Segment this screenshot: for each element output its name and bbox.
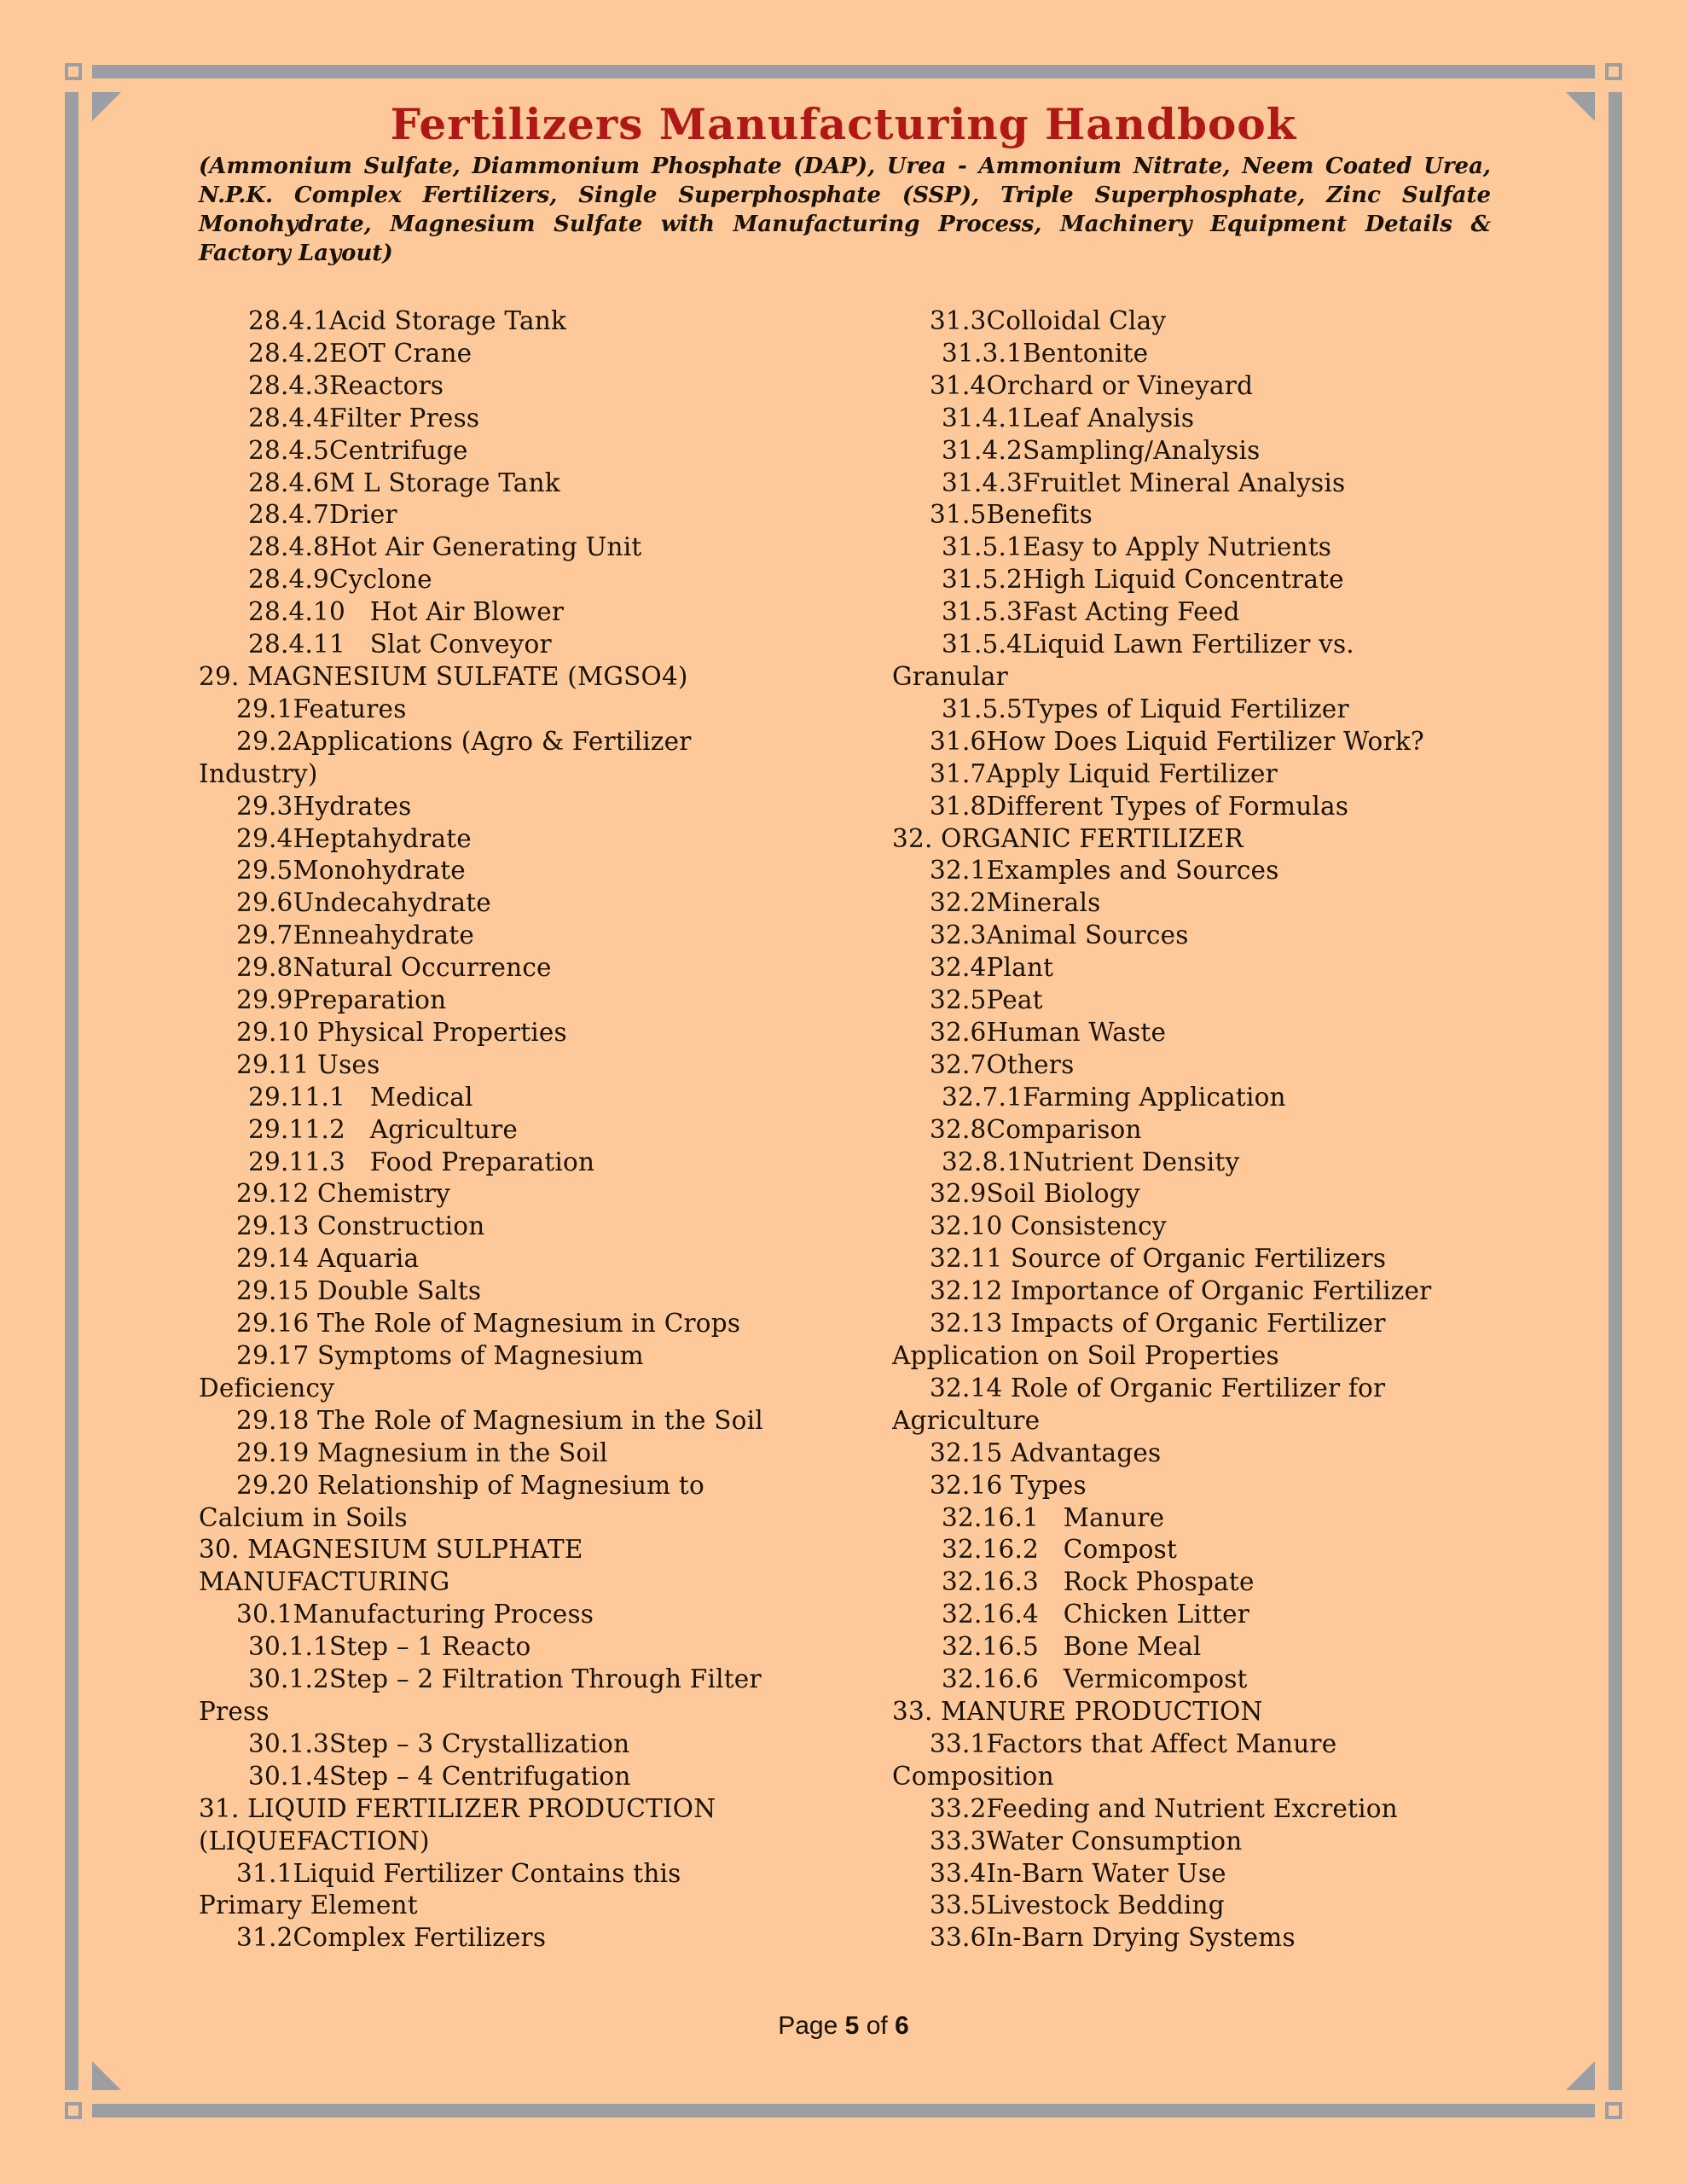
toc-entry: 29.11.3 Food Preparation — [248, 1147, 595, 1176]
toc-entry: 32.8Comparison — [930, 1114, 1142, 1144]
toc-entry: 28.4.2EOT Crane — [248, 338, 472, 368]
toc-entry: 32.11 Source of Organic Fertilizers — [930, 1244, 1387, 1274]
toc-entry: 31.5.4Liquid Lawn Fertilizer vs. — [942, 630, 1354, 659]
toc-entry: 29.7Enneahydrate — [236, 921, 475, 950]
toc-entry: 31.4.1Leaf Analysis — [942, 403, 1195, 433]
toc-entry: 32. ORGANIC FERTILIZER — [892, 823, 1244, 853]
frame-corner-top-right — [1605, 63, 1622, 80]
toc-entry: 32.16.1 Manure — [942, 1502, 1165, 1532]
frame-top-border — [92, 65, 1595, 78]
toc-entry: 28.4.8Hot Air Generating Unit — [248, 532, 642, 562]
page-title: Fertilizers Manufacturing Handbook — [390, 99, 1297, 149]
toc-entry: Granular — [892, 661, 1008, 691]
frame-right-border — [1609, 92, 1622, 2090]
toc-entry: 32.10 Consistency — [930, 1211, 1167, 1241]
toc-entry: 31.4Orchard or Vineyard — [930, 370, 1254, 400]
toc-entry: 30.1Manufacturing Process — [236, 1600, 594, 1629]
toc-entry: 33.1Factors that Affect Manure — [930, 1728, 1337, 1758]
toc-entry: 32.12 Importance of Organic Fertilizer — [930, 1276, 1432, 1306]
toc-entry: 32.16.6 Vermicompost — [942, 1664, 1248, 1694]
toc-entry: 29.11.1 Medical — [248, 1082, 473, 1112]
toc-entry: 32.13 Impacts of Organic Fertilizer — [930, 1309, 1386, 1339]
toc-entry: 28.4.9Cyclone — [248, 565, 432, 595]
toc-entry: 29.11 Uses — [236, 1049, 380, 1079]
toc-entry: 32.15 Advantages — [930, 1438, 1162, 1467]
toc-entry: 33.4In-Barn Water Use — [930, 1858, 1226, 1888]
toc-entry: 32.5Peat — [930, 985, 1043, 1015]
toc-entry: 31.5.5Types of Liquid Fertilizer — [942, 694, 1349, 723]
toc-entry: 33.6In-Barn Drying Systems — [930, 1923, 1296, 1953]
frame-ornament-bottom-left — [92, 2061, 121, 2090]
toc-entry: 31.5Benefits — [930, 500, 1093, 530]
toc-entry: 31.8Different Types of Formulas — [930, 791, 1349, 821]
toc-entry: 29.4Heptahydrate — [236, 823, 472, 853]
toc-entry: 29.5Monohydrate — [236, 856, 466, 886]
toc-entry: 33.5Livestock Bedding — [930, 1891, 1225, 1920]
toc-entry: 28.4.1Acid Storage Tank — [248, 306, 567, 335]
page-of-label: of — [866, 2012, 888, 2040]
toc-entry: 32.16.4 Chicken Litter — [942, 1600, 1250, 1629]
toc-entry: 29.15 Double Salts — [236, 1276, 482, 1306]
toc-entry: 32.14 Role of Organic Fertilizer for — [930, 1373, 1386, 1403]
toc-entry: 32.16.2 Compost — [942, 1535, 1178, 1565]
toc-entry: 28.4.10 Hot Air Blower — [248, 597, 565, 627]
toc-entry: 32.8.1Nutrient Density — [942, 1147, 1240, 1176]
toc-entry: Calcium in Soils — [199, 1502, 408, 1532]
total-pages-number: 6 — [895, 2012, 909, 2040]
toc-entry: 31.4.2Sampling/Analysis — [942, 435, 1261, 465]
toc-entry: 30. MAGNESIUM SULPHATE — [199, 1535, 583, 1565]
toc-entry: 32.16.3 Rock Phospate — [942, 1567, 1255, 1597]
toc-entry: 33.3Water Consumption — [930, 1826, 1243, 1856]
frame-corner-bottom-right — [1605, 2102, 1622, 2119]
toc-entry: 30.1.4Step – 4 Centrifugation — [248, 1761, 631, 1791]
toc-entry: 29.6Undecahydrate — [236, 888, 491, 918]
toc-entry: 32.9Soil Biology — [930, 1179, 1140, 1209]
toc-entry: 33.2Feeding and Nutrient Excretion — [930, 1793, 1398, 1823]
toc-entry: 32.7Others — [930, 1049, 1075, 1079]
toc-entry: 32.6Human Waste — [930, 1017, 1167, 1047]
toc-entry: 28.4.3Reactors — [248, 370, 444, 400]
toc-entry: 31.1Liquid Fertilizer Contains this — [236, 1858, 681, 1888]
toc-entry: 32.1Examples and Sources — [930, 856, 1279, 886]
toc-entry: Industry) — [199, 758, 318, 788]
toc-entry: 28.4.6M L Storage Tank — [248, 468, 560, 497]
toc-entry: 28.4.11 Slat Conveyor — [248, 630, 552, 659]
toc-entry: Press — [199, 1696, 270, 1726]
toc-entry: 29.20 Relationship of Magnesium to — [236, 1470, 704, 1500]
toc-entry: 29.17 Symptoms of Magnesium — [236, 1341, 644, 1370]
toc-entry: 32.4Plant — [930, 953, 1054, 983]
toc-entry: 29.16 The Role of Magnesium in Crops — [236, 1309, 741, 1339]
toc-entry: Primary Element — [199, 1891, 418, 1920]
toc-entry: 32.7.1Farming Application — [942, 1082, 1286, 1112]
toc-entry: 29.13 Construction — [236, 1211, 485, 1241]
toc-entry: (LIQUEFACTION) — [199, 1826, 430, 1856]
frame-left-border — [65, 92, 78, 2090]
toc-entry: Agriculture — [892, 1405, 1041, 1435]
toc-entry: 31.4.3Fruitlet Mineral Analysis — [942, 468, 1346, 497]
toc-right-column — [892, 305, 1506, 1955]
toc-entry: Deficiency — [199, 1373, 335, 1403]
toc-entry: 31.5.1Easy to Apply Nutrients — [942, 532, 1332, 562]
toc-entry: Composition — [892, 1761, 1054, 1791]
toc-entry: 31.7Apply Liquid Fertilizer — [930, 758, 1278, 788]
toc-entry: 29.19 Magnesium in the Soil — [236, 1438, 608, 1467]
toc-entry: 29.10 Physical Properties — [236, 1017, 567, 1047]
toc-entry: 29.9Preparation — [236, 985, 447, 1015]
toc-entry: 31.5.3Fast Acting Feed — [942, 597, 1240, 627]
toc-entry: 31.3.1Bentonite — [942, 338, 1149, 368]
toc-entry: Application on Soil Properties — [892, 1341, 1279, 1370]
toc-entry: 31.2Complex Fertilizers — [236, 1923, 547, 1953]
page-subtitle: (Ammonium Sulfate, Diammonium Phosphate (DAP), Urea - Ammonium Nitrate, Neem Coated Urea, N.P.K. Complex Fertilizers, Single Superphosphate (SSP), Triple Superphosphate, Zinc Sulfate Monohydrate, Magnesium Sulfate with Manufacturing Process, Machinery Equipment Details & Factory Layout) — [199, 154, 1491, 266]
frame-bottom-border — [92, 2104, 1595, 2117]
page-label: Page — [778, 2012, 838, 2040]
current-page-number: 5 — [844, 2012, 860, 2040]
toc-entry: 28.4.7Drier — [248, 500, 397, 530]
toc-entry: 30.1.2Step – 2 Filtration Through Filter — [248, 1664, 762, 1694]
page-footer — [0, 2012, 1687, 2041]
toc-entry: 32.3Animal Sources — [930, 921, 1189, 950]
toc-entry: 29.12 Chemistry — [236, 1179, 451, 1209]
toc-entry: 28.4.5Centrifuge — [248, 435, 468, 465]
toc-entry: 29.3Hydrates — [236, 791, 412, 821]
toc-entry: 28.4.4Filter Press — [248, 403, 480, 433]
toc-entry: 31.5.2High Liquid Concentrate — [942, 565, 1344, 595]
toc-entry: MANUFACTURING — [199, 1567, 450, 1597]
toc-left-column — [199, 305, 813, 1955]
toc-entry: 31. LIQUID FERTILIZER PRODUCTION — [199, 1793, 716, 1823]
toc-entry: 29.14 Aquaria — [236, 1244, 420, 1274]
toc-entry: 30.1.3Step – 3 Crystallization — [248, 1728, 630, 1758]
toc-entry: 29.11.2 Agriculture — [248, 1114, 519, 1144]
toc-entry: 33. MANURE PRODUCTION — [892, 1696, 1263, 1726]
toc-entry: 29.18 The Role of Magnesium in the Soil — [236, 1405, 763, 1435]
frame-ornament-bottom-right — [1566, 2061, 1595, 2090]
toc-entry: 30.1.1Step – 1 Reacto — [248, 1632, 531, 1662]
toc-entry: 32.2Minerals — [930, 888, 1101, 918]
toc-entry: 29.1Features — [236, 694, 407, 723]
frame-corner-top-left — [65, 63, 82, 80]
toc-entry: 31.3Colloidal Clay — [930, 306, 1167, 335]
toc-entry: 31.6How Does Liquid Fertilizer Work? — [930, 726, 1424, 756]
toc-entry: 32.16 Types — [930, 1470, 1087, 1500]
frame-corner-bottom-left — [65, 2102, 82, 2119]
toc-entry: 32.16.5 Bone Meal — [942, 1632, 1202, 1662]
toc-entry: 29. MAGNESIUM SULFATE (MGSO4) — [199, 661, 688, 691]
toc-entry: 29.2Applications (Agro & Fertilizer — [236, 726, 692, 756]
toc-entry: 29.8Natural Occurrence — [236, 953, 552, 983]
